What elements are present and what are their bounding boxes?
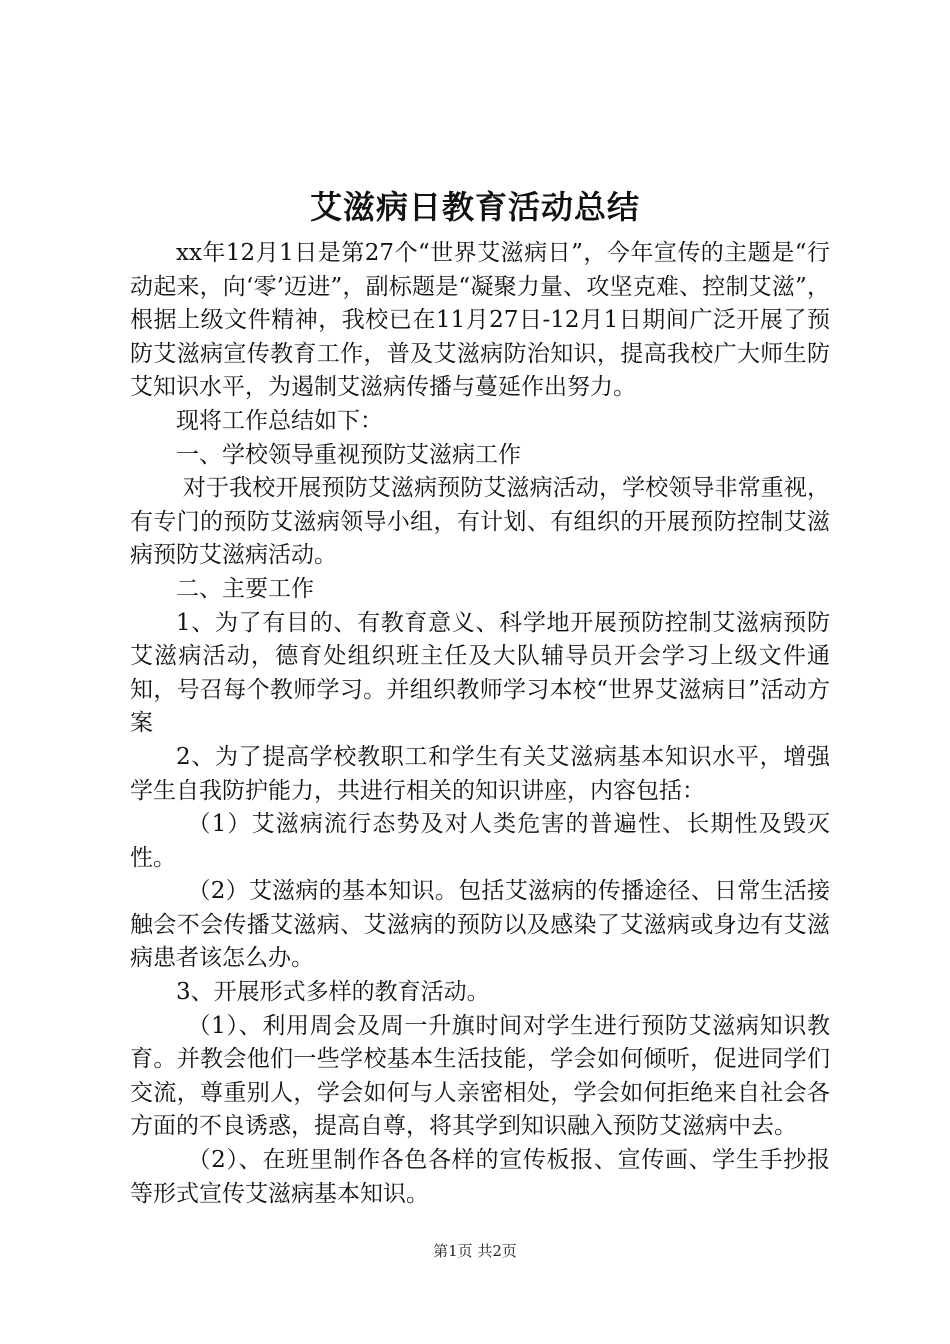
document-body	[130, 237, 830, 1211]
heading-section-2: 二、主要工作	[176, 575, 314, 602]
paragraph-item-2: 2、为了提高学校教职工和学生有关艾滋病基本知识水平，增强学生自我防护能力，共进行相关的知识讲座，内容包括：	[130, 743, 830, 804]
paragraph-summary-lead: 现将工作总结如下：	[176, 407, 383, 434]
paragraph-subitem-3-1: （1）、利用周会及周一升旗时间对学生进行预防艾滋病知识教育。并教会他们一些学校基本生活技能，学会如何倾听，促进同学们交流，尊重别人，学会如何与人亲密相处，学会如何拒绝来自社会各方面的不良诱惑，提高自尊，将其学到知识融入预防艾滋病中去。	[130, 1012, 830, 1140]
paragraph-subitem-2-2: （2）艾滋病的基本知识。包括艾滋病的传播途径、日常生活接触会不会传播艾滋病、艾滋病的预防以及感染了艾滋病或身边有艾滋病患者该怎么办。	[130, 878, 830, 972]
paragraph-item-3: 3、开展形式多样的教育活动。	[176, 979, 490, 1006]
heading-section-1: 一、学校领导重视预防艾滋病工作	[176, 441, 521, 468]
paragraph-leadership: 对于我校开展预防艾滋病预防艾滋病活动，学校领导非常重视，有专门的预防艾滋病领导小组，有计划、有组织的开展预防控制艾滋病预防艾滋病活动。	[130, 475, 830, 569]
paragraph-subitem-2-1: （1）艾滋病流行态势及对人类危害的普遍性、长期性及毁灭性。	[130, 811, 830, 871]
paragraph-item-1: 1、为了有目的、有教育意义、科学地开展预防控制艾滋病预防艾滋病活动，德育处组织班主任及大队辅导员开会学习上级文件通知，号召每个教师学习。并组织教师学习本校“世界艾滋病日”活动方案	[130, 609, 830, 737]
page-footer: 第1页 共2页	[433, 1242, 517, 1260]
paragraph-intro: xx年12月1日是第27个“世界艾滋病日”，今年宣传的主题是“行动起来，向‘零’迈进”，副标题是“凝聚力量、攻坚克难、控制艾滋”，根据上级文件精神，我校已在11月27日-12月1日期间广泛开展了预防艾滋病宣传教育工作，普及艾滋病防治知识，提高我校广大师生防艾知识水平，为遏制艾滋病传播与蔓延作出努力。	[130, 240, 830, 401]
document-title: 艾滋病日教育活动总结	[309, 188, 640, 226]
paragraph-subitem-3-2: （2）、在班里制作各色各样的宣传板报、宣传画、学生手抄报等形式宣传艾滋病基本知识。	[130, 1147, 830, 1207]
